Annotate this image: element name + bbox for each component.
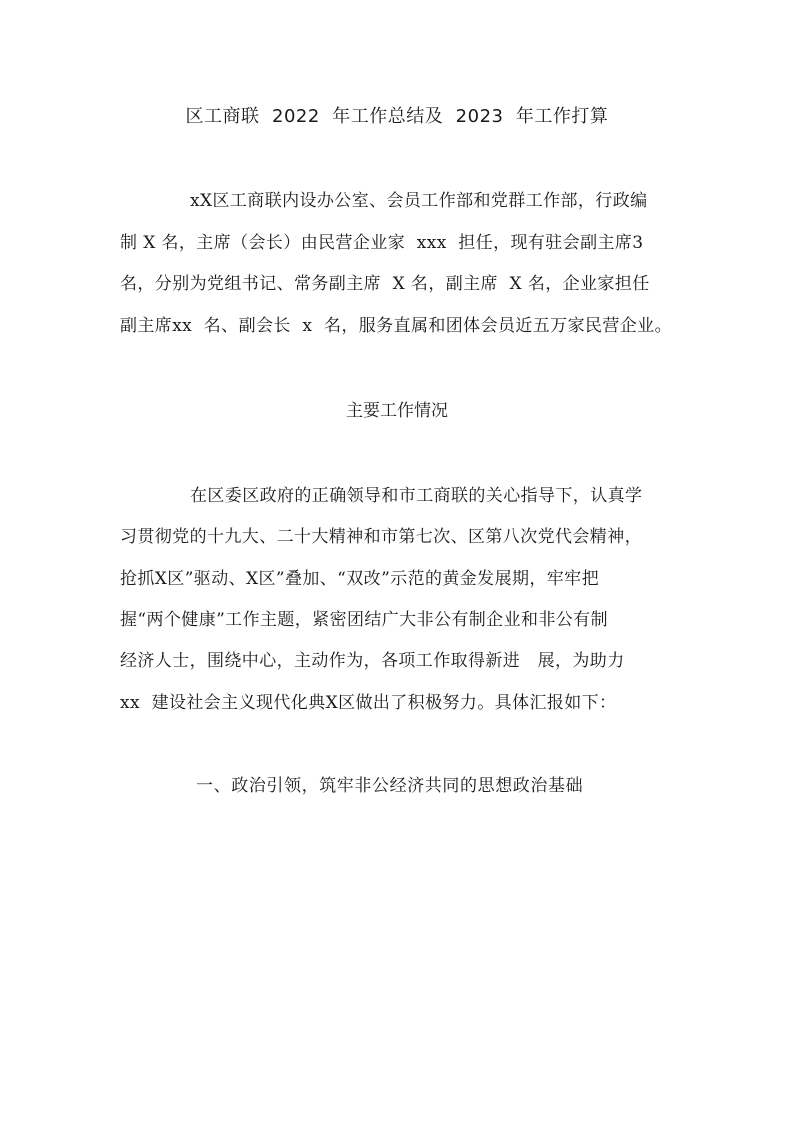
section-paragraph-line-1: 在区委区政府的正确领导和市工商联的关心指导下，认真学 (190, 486, 643, 506)
section-paragraph-line-3: 抢抓X区”驱动、X区”叠加、“双改”示范的黄金发展期，牢牢把 (120, 569, 599, 589)
intro-paragraph-line-2: 制 X 名，主席（会长）由民营企业家 xxx 担任，现有驻会副主席3 (120, 233, 644, 253)
section-paragraph-line-5: 经济人士，围绕中心，主动作为，各项工作取得新进 展，为助力 (120, 651, 625, 671)
intro-paragraph-line-3: 名，分别为党组书记、常务副主席 X 名，副主席 X 名，企业家担任 (120, 274, 650, 294)
section-paragraph-line-2: 习贯彻党的十九大、二十大精神和市第七次、区第八次党代会精神， (120, 527, 642, 547)
intro-paragraph-line-4: 副主席xx 名、副会长 x 名，服务直属和团体会员近五万家民营企业。 (120, 316, 672, 336)
section-heading: 主要工作情况 (346, 401, 448, 421)
section-paragraph-line-4: 握“两个健康”工作主题，紧密团结广大非公有制企业和非公有制 (120, 610, 608, 630)
intro-paragraph-line-1: xX区工商联内设办公室、会员工作部和党群工作部，行政编 (190, 191, 648, 211)
subsection-heading: 一、政治引领，筑牢非公经济共同的思想政治基础 (196, 776, 584, 796)
document-title: 区工商联 2022 年工作总结及 2023 年工作打算 (185, 106, 609, 127)
section-paragraph-line-6: xx 建设社会主义现代化典X区做出了积极努力。具体汇报如下： (120, 693, 617, 713)
